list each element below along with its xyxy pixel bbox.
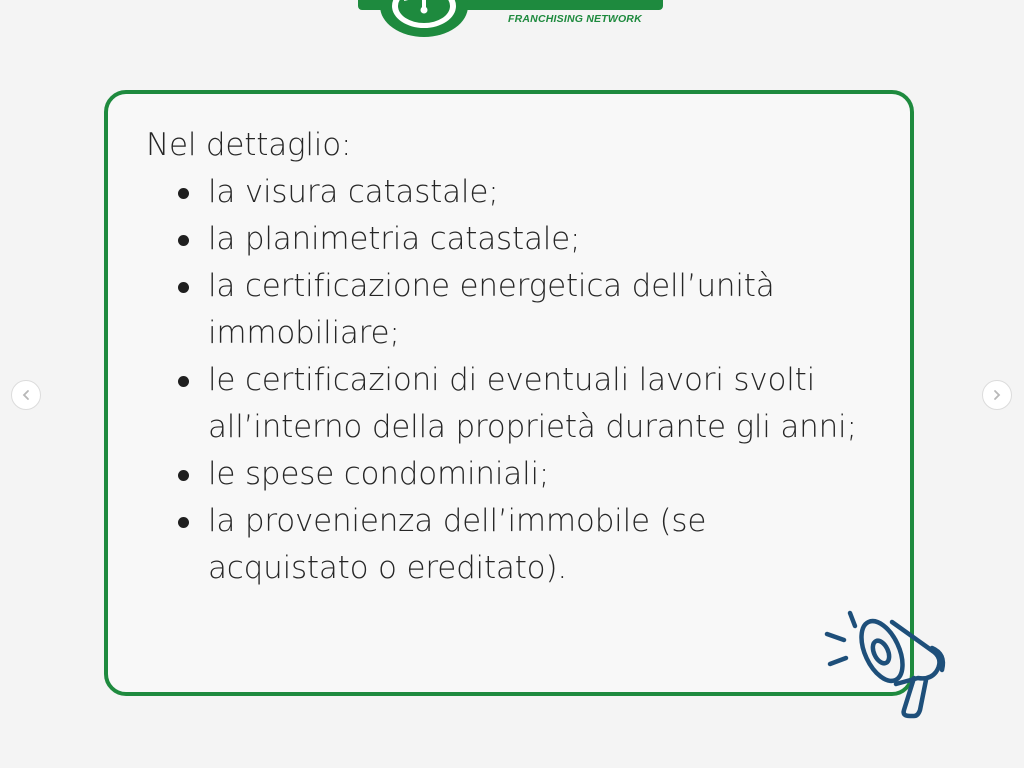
megaphone-icon	[822, 606, 952, 722]
details-list	[146, 169, 866, 592]
chevron-right-icon	[991, 389, 1003, 401]
brand-logo	[358, 0, 668, 40]
carousel-next-button[interactable]	[982, 380, 1012, 410]
carousel-prev-button[interactable]	[11, 380, 41, 410]
list-item: le certificazioni di eventuali lavori svolti all’interno della proprietà durante gli anni;	[208, 357, 866, 451]
details-card	[104, 90, 914, 696]
card-content	[146, 122, 866, 592]
chevron-left-icon	[20, 389, 32, 401]
list-item: la certificazione energetica dell’unità immobiliare;	[208, 263, 866, 357]
logo-emblem-icon	[378, 0, 470, 38]
list-item: la visura catastale;	[208, 169, 866, 216]
list-item: la provenienza dell’immobile (se acquistato o ereditato).	[208, 498, 866, 592]
card-intro: Nel dettaglio:	[146, 127, 352, 163]
list-item: la planimetria catastale;	[208, 216, 866, 263]
logo-tagline: FRANCHISING NETWORK	[508, 13, 642, 25]
list-item: le spese condominiali;	[208, 451, 866, 498]
